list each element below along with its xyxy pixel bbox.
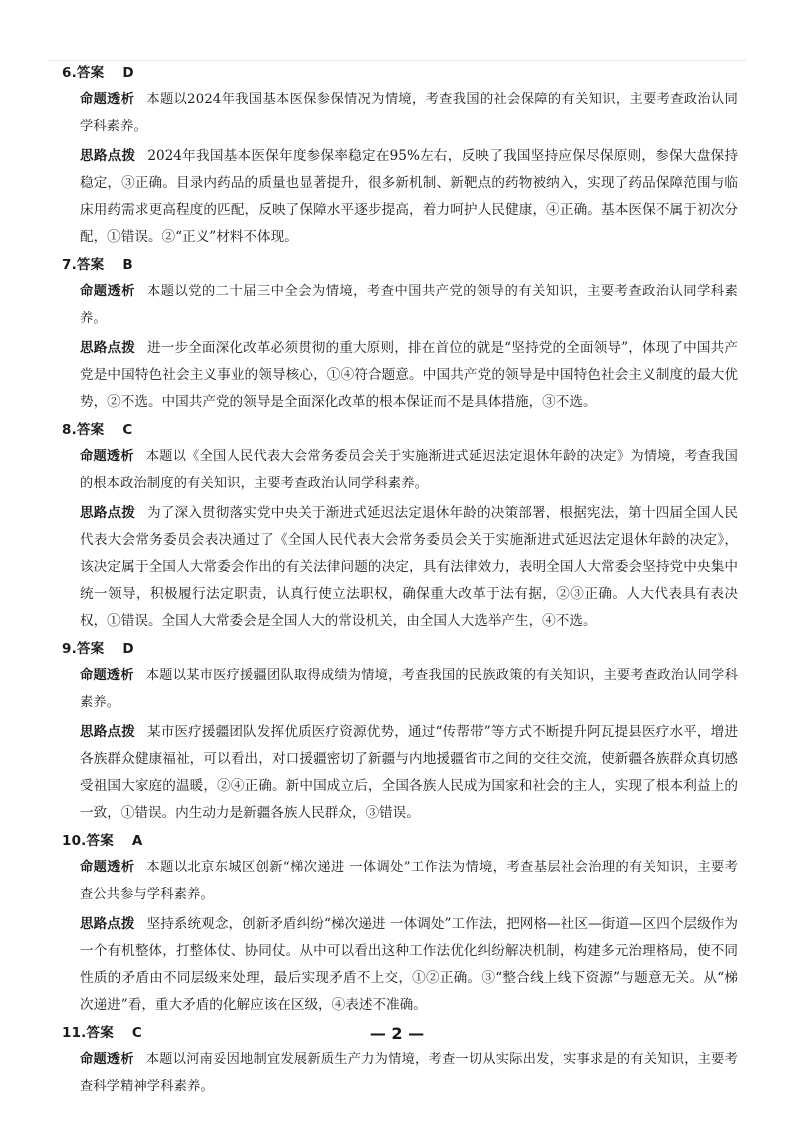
answer-key-content xyxy=(62,62,738,1103)
question-number: 8. xyxy=(62,422,77,438)
answer-choice: C xyxy=(122,422,133,438)
answer-label: 答案 xyxy=(76,641,105,657)
answer-label: 答案 xyxy=(76,65,105,81)
question-answer-line xyxy=(62,830,738,852)
question-number: 11. xyxy=(62,1025,87,1041)
question-answer-line xyxy=(62,638,738,660)
question-block xyxy=(62,254,738,416)
answer-choice: D xyxy=(122,65,134,81)
answer-choice: D xyxy=(122,641,134,657)
answer-choice: B xyxy=(122,257,133,273)
analysis-text: 本题以《全国人民代表大会常务委员会关于实施渐进式延迟法定退休年龄的决定》为情境，考查我国的根本政治制度的有关知识，主要考查政治认同学科素养。 xyxy=(80,449,738,491)
page-number: — 2 — xyxy=(369,1024,425,1043)
hint-paragraph xyxy=(80,143,738,251)
hint-label: 思路点拨 xyxy=(80,505,135,521)
analysis-label: 命题透析 xyxy=(80,668,134,683)
answer-label: 答案 xyxy=(86,833,114,849)
hint-text: 进一步全面深化改革必须贯彻的重大原则，排在首位的就是“坚持党的全面领导”，体现了中国共产党是中国特色社会主义事业的领导核心，①④符合题意。中国共产党的领导是中国特色社会主义制度的最大优势，②不选。中国共产党的领导是全面深化改革的根本保证而不是具体措施，③不选。 xyxy=(80,340,738,410)
analysis-text: 本题以某市医疗援疆团队取得成绩为情境，考查我国的民族政策的有关知识，主要考查政治认同学科素养。 xyxy=(80,668,738,710)
top-rule xyxy=(48,60,746,61)
answer-label: 答案 xyxy=(76,257,105,273)
hint-paragraph xyxy=(80,500,738,635)
hint-label: 思路点拨 xyxy=(80,724,135,740)
analysis-text: 本题以北京东城区创新“梯次递进 一体调处”工作法为情境，考查基层社会治理的有关知识，主要考查公共参与学科素养。 xyxy=(80,860,738,902)
analysis-paragraph xyxy=(80,662,738,716)
question-answer-line xyxy=(62,254,738,276)
question-block xyxy=(62,419,738,635)
question-block xyxy=(62,62,738,251)
question-number: 6. xyxy=(62,65,77,81)
analysis-label: 命题透析 xyxy=(80,284,136,299)
analysis-text: 本题以河南妥因地制宜发展新质生产力为情境，考查一切从实际出发，实事求是的有关知识，主要考查科学精神学科素养。 xyxy=(80,1052,738,1094)
answer-choice: A xyxy=(131,833,143,849)
hint-label: 思路点拨 xyxy=(80,916,135,932)
answer-label: 答案 xyxy=(76,422,105,438)
analysis-paragraph xyxy=(80,1046,738,1100)
analysis-text: 本题以党的二十届三中全会为情境，考查中国共产党的领导的有关知识，主要考查政治认同学科素养。 xyxy=(80,284,738,326)
analysis-paragraph xyxy=(80,278,738,332)
question-answer-line xyxy=(62,62,738,84)
analysis-text: 本题以2024年我国基本医保参保情况为情境，考查我国的社会保障的有关知识，主要考查政治认同学科素养。 xyxy=(80,92,738,134)
question-block xyxy=(62,830,738,1019)
hint-label: 思路点拨 xyxy=(80,148,136,164)
question-number: 9. xyxy=(62,641,77,657)
analysis-label: 命题透析 xyxy=(80,92,135,107)
hint-paragraph xyxy=(80,719,738,827)
question-answer-line xyxy=(62,419,738,441)
hint-text: 为了深入贯彻落实党中央关于渐进式延迟法定退休年龄的决策部署，根据宪法，第十四届全国人民代表大会常务委员会表决通过了《全国人民代表大会常务委员会关于实施渐进式延迟法定退休年龄的决定》，该决定属于全国人大常委会作出的有关法律问题的决定，具有法律效力，表明全国人大常委会坚持党中央集中统一领导，积极履行法定职责，认真行使立法职权，确保重大改革于法有据，②③正确。人大代表具有表决权，①错误。全国人大常委会是全国人大的常设机关，由全国人大选举产生，④不选。 xyxy=(80,505,739,629)
analysis-paragraph xyxy=(80,854,738,908)
question-number: 7. xyxy=(62,257,77,273)
analysis-paragraph xyxy=(80,443,738,497)
analysis-paragraph xyxy=(80,86,738,140)
hint-text: 某市医疗援疆团队发挥优质医疗资源优势，通过“传帮带”等方式不断提升阿瓦提县医疗水平，增进各族群众健康福祉，可以看出，对口援疆密切了新疆与内地援疆省市之间的交往交流，使新疆各族群众真切感受祖国大家庭的温暖，②④正确。新中国成立后，全国各族人民成为国家和社会的主人，实现了根本利益上的一致，①错误。内生动力是新疆各族人民群众，③错误。 xyxy=(80,724,738,821)
question-number: 10. xyxy=(62,833,87,849)
analysis-label: 命题透析 xyxy=(80,860,135,875)
hint-text: 2024年我国基本医保年度参保率稳定在95%左右，反映了我国坚持应保尽保原则，参保大盘保持稳定，③正确。目录内药品的质量也显著提升，很多新机制、新靶点的药物被纳入，实现了药品保障范围与临床用药需求更高程度的匹配，反映了保障水平逐步提高，着力呵护人民健康，④正确。基本医保不属于初次分配，①错误。②“正义”材料不体现。 xyxy=(80,148,738,245)
analysis-label: 命题透析 xyxy=(80,1052,134,1067)
hint-label: 思路点拨 xyxy=(80,340,135,356)
analysis-label: 命题透析 xyxy=(80,449,134,464)
answer-choice: C xyxy=(131,1025,143,1041)
hint-paragraph xyxy=(80,335,738,416)
question-block xyxy=(62,638,738,827)
answer-label: 答案 xyxy=(86,1025,114,1041)
hint-text: 坚持系统观念，创新矛盾纠纷“梯次递进 一体调处”工作法，把网格—社区—街道—区四个层级作为一个有机整体，打整体仗、协同仗。从中可以看出这种工作法优化纠纷解决机制，构建多元治理格局，使不同性质的矛盾由不同层级来处理，最后实现矛盾不上交，①②正确。③“整合线上线下资源”与题意无关。从“梯次递进”看，重大矛盾的化解应该在区级，④表述不准确。 xyxy=(80,916,739,1013)
hint-paragraph xyxy=(80,911,738,1019)
